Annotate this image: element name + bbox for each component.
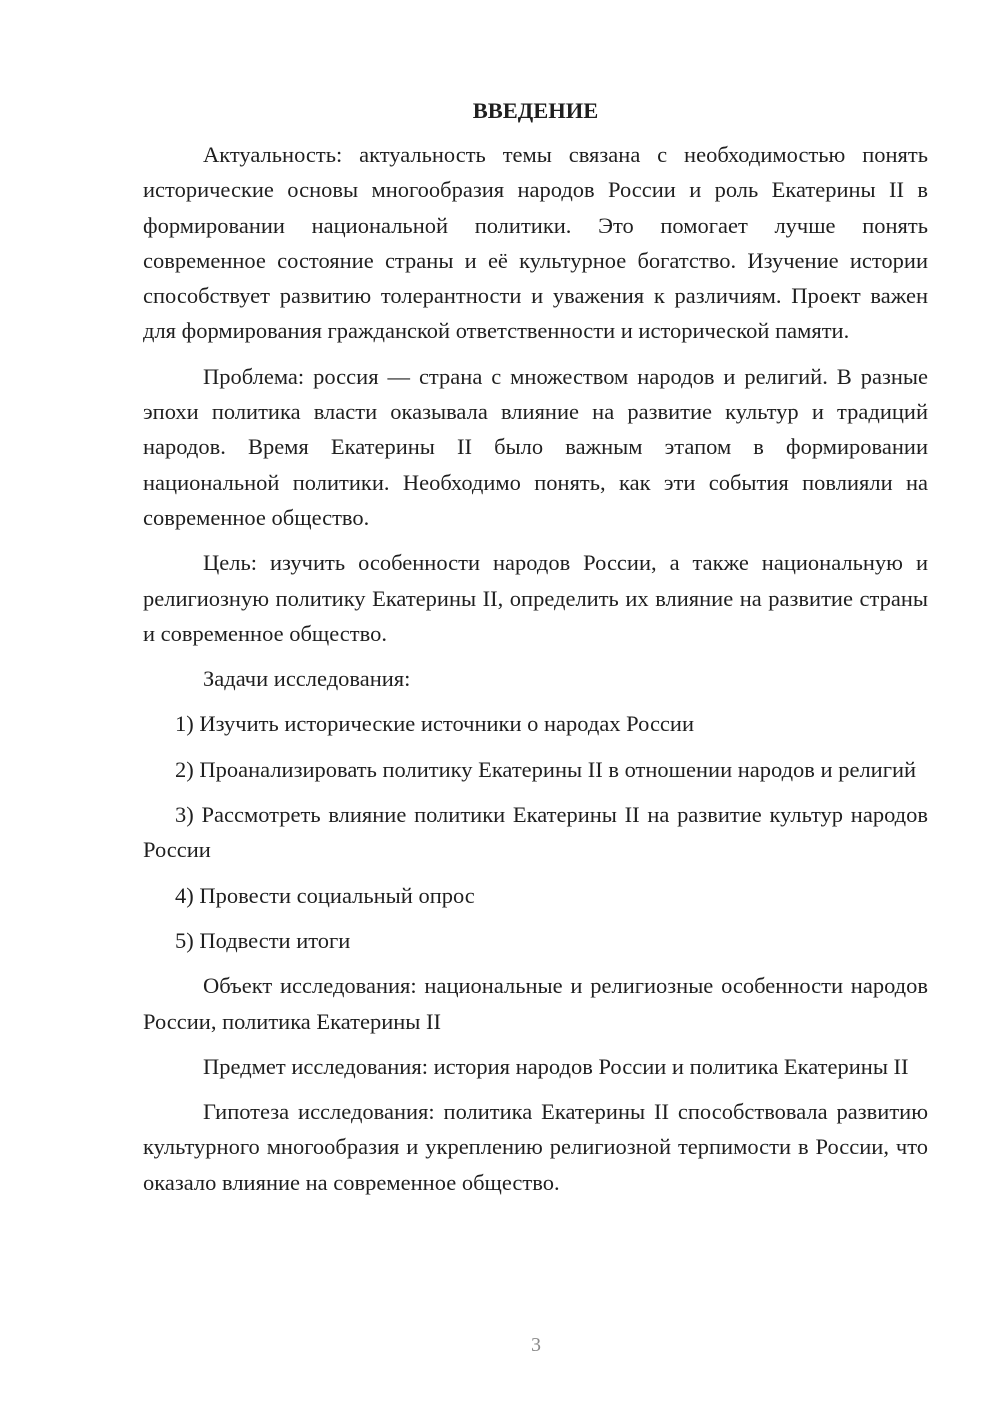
section-heading: ВВЕДЕНИЕ [472, 98, 599, 123]
paragraph-hypothesis: Гипотеза исследования: политика Екатерины II способствовала развитию культурного многообразия и укреплению религиозной терпимости в России, что оказало влияние на современное общество. [143, 1099, 928, 1195]
page-content [143, 95, 928, 1200]
list-item: 1) Изучить исторические источники о народах России [175, 711, 695, 737]
paragraph-relevance: Актуальность: актуальность темы связана с необходимостью понять исторические основы многообразия народов России и роль Екатерины II в формировании национальной политики. Это помогает лучше понять современное состояние страны и её культурное богатство. Изучение истории способствует развитию толерантности и уважения к различиям. Проект важен для формирования гражданской ответственности и исторической памяти. [143, 142, 928, 344]
list-item: 4) Провести социальный опрос [175, 882, 475, 908]
paragraph-subject: Предмет исследования: история народов России и политика Екатерины II [203, 1053, 909, 1079]
list-item: 2) Проанализировать политику Екатерины II в отношении народов и религий [175, 756, 917, 782]
paragraph-goal: Цель: изучить особенности народов России, а также национальную и религиозную политику Екатерины II, определить их влияние на развитие страны и современное общество. [143, 550, 928, 646]
paragraph-object: Объект исследования: национальные и религиозные особенности народов России, политика Екатерины II [143, 973, 928, 1034]
paragraph-tasks-intro: Задачи исследования: [203, 666, 411, 692]
paragraph-problem: Проблема: россия — страна с множеством народов и религий. В разные эпохи политика власти оказывала влияние на развитие культур и традиций народов. Время Екатерины II было важным этапом в формировании национальной политики. Необходимо понять, как эти события повлияли на современное общество. [143, 363, 928, 530]
page-number: 3 [531, 1334, 541, 1356]
list-item: 5) Подвести итоги [175, 927, 351, 953]
list-item: 3) Рассмотреть влияние политики Екатерины II на развитие культур народов России [143, 802, 928, 863]
